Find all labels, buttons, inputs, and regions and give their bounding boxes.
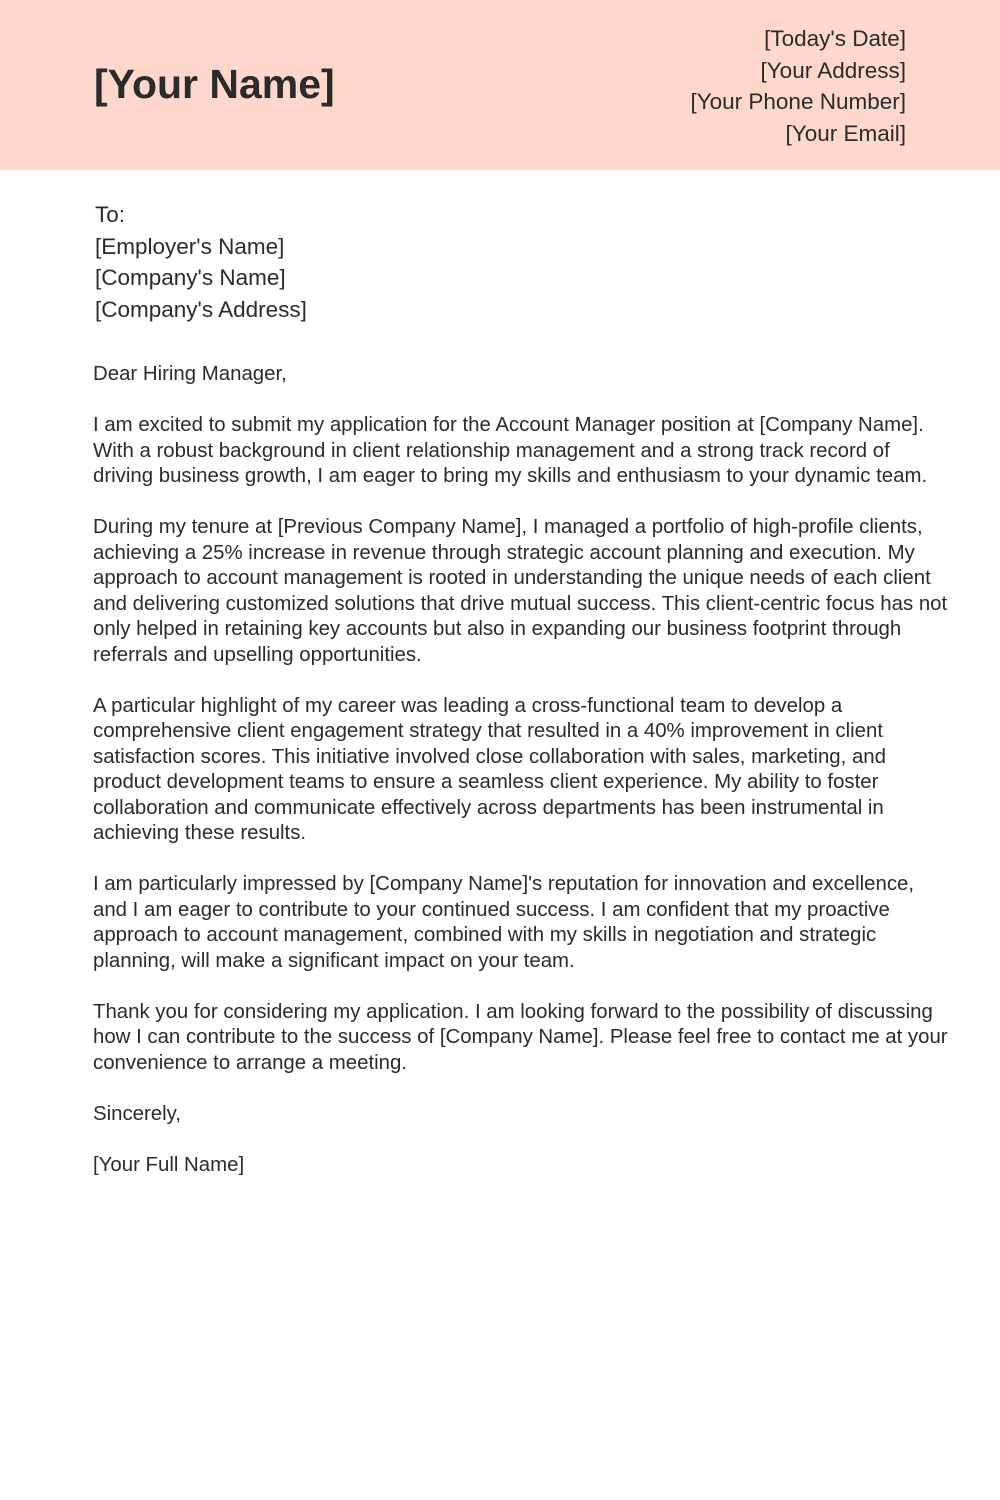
header-banner <box>0 0 1000 170</box>
phone-line: [Your Phone Number] <box>690 89 906 115</box>
closing: Sincerely, <box>93 1102 182 1125</box>
sender-name: [Your Name] <box>94 61 335 107</box>
recipient-block <box>95 199 307 325</box>
company-address: [Company's Address] <box>95 296 307 322</box>
email-line: [Your Email] <box>785 120 906 146</box>
signature: [Your Full Name] <box>93 1153 245 1176</box>
paragraph-intro: I am excited to submit my application for the Account Manager position at [Company Name]. With a robust background in client relationship management and a strong track record of driving business growth, I am eager to bring my skills and enthusiasm to your dynamic team. <box>93 414 928 487</box>
letter-body <box>93 362 953 1204</box>
paragraph-highlight: A particular highlight of my career was leading a cross-functional team to develop a comprehensive client engagement strategy that resulted in a 40% improvement in client satisfaction scores. This initiative involved close collaboration with sales, marketing, and product development teams to ensure a seamless client experience. My ability to foster collaboration and communicate effectively across departments has been instrumental in achieving these results. <box>93 694 886 844</box>
address-line: [Your Address] <box>760 57 906 83</box>
company-name: [Company's Name] <box>95 265 286 291</box>
salutation: Dear Hiring Manager, <box>93 363 287 385</box>
paragraph-interest: I am particularly impressed by [Company Name]'s reputation for innovation and excellence, and I am eager to contribute to your continued success. I am confident that my proactive approach to account management, combined with my skills in negotiation and strategic planning, will make a significant impact on your team. <box>93 873 915 972</box>
date-line: [Today's Date] <box>764 26 906 51</box>
paragraph-thanks: Thank you for considering my application. I am looking forward to the possibility of discussing how I can contribute to the success of [Company Name]. Please feel free to contact me at your convenience to arrange a meeting. <box>93 1000 948 1074</box>
employer-name: [Employer's Name] <box>95 233 285 259</box>
sender-contact-block <box>690 23 906 149</box>
paragraph-experience: During my tenure at [Previous Company Name], I managed a portfolio of high-profile clients, achieving a 25% increase in revenue through strategic account planning and execution. My approach to account management is rooted in understanding the unique needs of each client and delivering customized solutions that drive mutual success. This client-centric focus has not only helped in retaining key accounts but also in expanding our business footprint through referrals and upselling opportunities. <box>93 516 948 666</box>
to-label: To: <box>95 202 126 227</box>
